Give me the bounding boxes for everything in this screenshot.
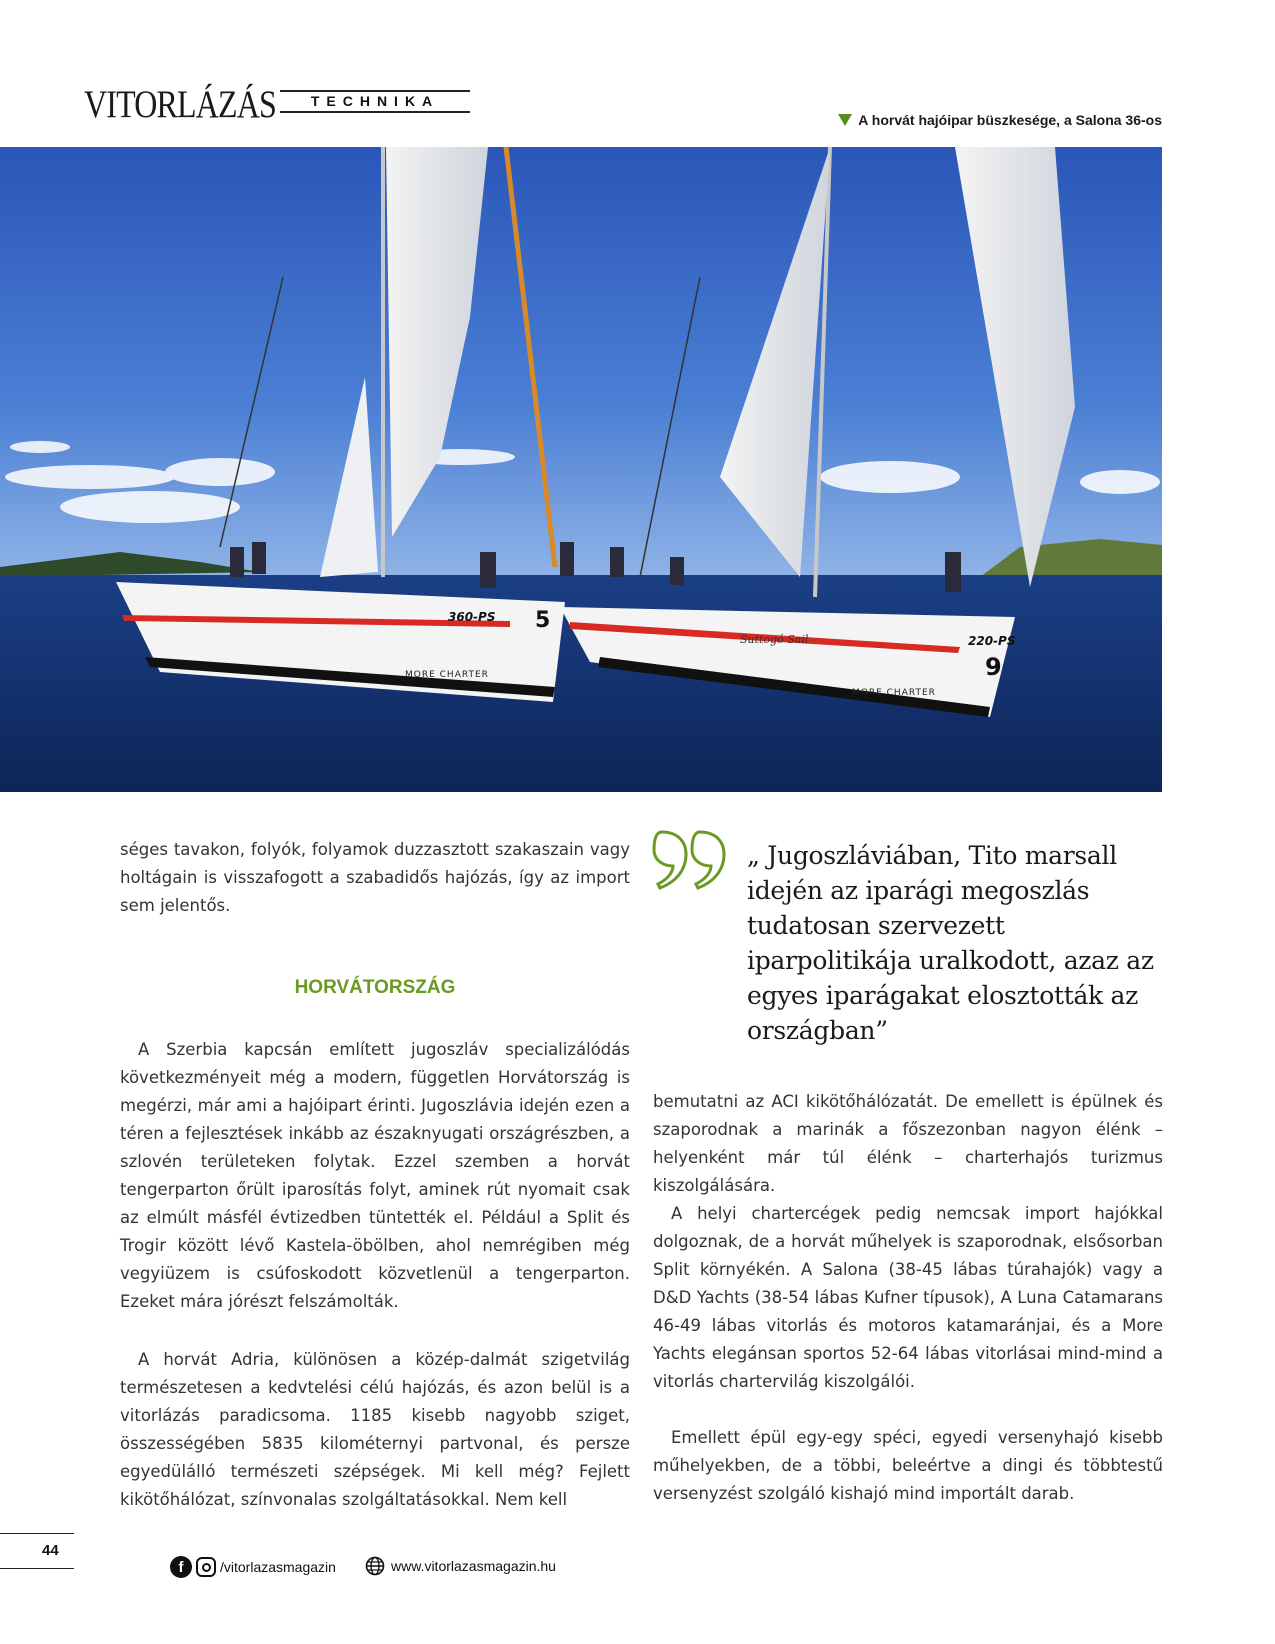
boat-right-name: 220-PS xyxy=(968,634,1016,648)
social-handle[interactable]: /vitorlazasmagazin xyxy=(220,1559,336,1575)
website-url[interactable]: www.vitorlazasmagazin.hu xyxy=(391,1558,556,1574)
section-tag: TECHNIKA xyxy=(280,90,470,113)
right-paragraph-2: A helyi chartercégek pedig nemcsak import hajókkal dolgoznak, de a horvát műhelyek is szaporodnak, elsősorban Split környékén. A Salona (38-45 lábas túrahajók) vagy a D&D Yachts (38-54 lábas Kufner típusok), A Luna Catamarans 46-49 lábas vitorlás és motoros katamaránjai, és a More Yachts elegánsan sportos 52-64 lábas vitorlásai mind-mind a vitorlás chartervilág kiszolgálói. xyxy=(653,1204,1163,1391)
boat-right-script: Suttogó Sail xyxy=(740,633,809,646)
section-heading: HORVÁTORSZÁG xyxy=(294,977,456,998)
social-links[interactable] xyxy=(170,1556,336,1578)
sailing-photo xyxy=(0,147,1162,792)
boat-left-hull-text: MORE CHARTER xyxy=(405,670,489,680)
instagram-icon[interactable] xyxy=(196,1557,216,1577)
left-paragraph-1: A Szerbia kapcsán említett jugoszláv specializálódás következményeit még a modern, független Horvátország is megérzi, már ami a hajóipart érinti. Jugoszlávia idején ezen a téren a fejlesztések inkább az északnyugati országrészben, a szlovén területeken folytak. Ezzel szemben a horvát tengerparton őrült iparosítás folyt, aminek rút nyomait csak az elmúlt másfél évtizedben tüntették el. Például a Split és Trogir között lévő Kastela-öbölben, ahol nemrégiben még vegyiüzem is csúfoskodott közvetlenül a tengerparton. Ezeket mára jórészt felszámolták. xyxy=(120,1040,630,1311)
right-paragraph-3: Emellett épül egy-egy spéci, egyedi versenyhajó kisebb műhelyekben, de a többi, beleértve a dingi és többtestű versenyzést szolgáló kishajó mind importált darab. xyxy=(653,1428,1163,1503)
boat-left-name: 360-PS xyxy=(448,610,496,624)
left-paragraph-2: A horvát Adria, különösen a közép-dalmát szigetvilág természetesen a kedvtelési célú hajózás, és azon belül is a vitorlázás paradicsoma. 1185 kisebb nagyobb sziget, összességében 5835 kilométernyi partvonal, és persze egyedülálló természeti szépségek. Mi kell még? Fejlett kikötőhálózat, színvonalas szolgáltatásokkal. Nem kell xyxy=(120,1350,630,1509)
photo-caption-text: A horvát hajóipar büszkesége, a Salona 36-os xyxy=(858,112,1162,128)
magazine-title: VITORLÁZÁS xyxy=(84,83,276,126)
right-paragraph-1: bemutatni az ACI kikötőhálózatát. De emellett is épülnek és szaporodnak a marinák a főszezonban nagyon élénk – helyenként már túl élénk – charterhajós turizmus kiszolgálására. xyxy=(653,1092,1163,1195)
boat-right-number: 9 xyxy=(985,653,1002,681)
page-number: 44 xyxy=(0,1533,74,1569)
caption-triangle-icon xyxy=(838,114,852,126)
boat-right-hull-text: MORE CHARTER xyxy=(852,688,936,698)
globe-icon xyxy=(365,1556,385,1576)
photo-caption xyxy=(838,112,1162,128)
pull-quote: „ Jugoszláviában, Tito marsall idején az iparági megoszlás tudatosan szervezett iparpolitikája uralkodott, azaz az egyes iparágakat elosztották az országban” xyxy=(747,841,1154,1045)
website-link[interactable] xyxy=(365,1556,556,1576)
intro-paragraph: séges tavakon, folyók, folyamok duzzasztott szakaszain vagy holtágain is visszafogott a szabadidős hajózás, így az import sem jelentős. xyxy=(120,840,630,915)
boat-left-number: 5 xyxy=(535,608,551,633)
quote-mark-icon xyxy=(652,830,728,894)
facebook-icon[interactable]: f xyxy=(170,1556,192,1578)
